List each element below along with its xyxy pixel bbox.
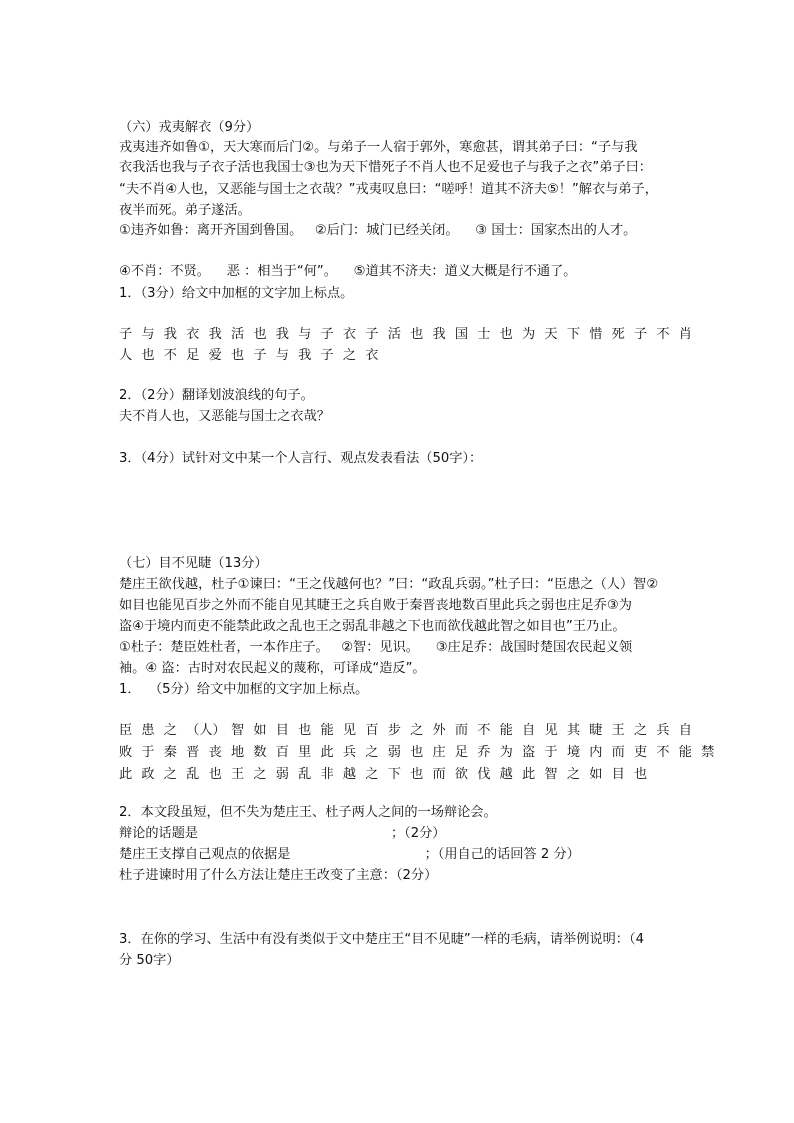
exercise-char: 自 <box>522 723 536 738</box>
exercise-char: 与 <box>298 327 312 342</box>
exercise-char: 如 <box>589 767 603 782</box>
exercise-char: 兵 <box>656 723 670 738</box>
exercise-char: 之 <box>342 348 357 363</box>
exercise-char: 智 <box>544 767 558 782</box>
exercise-char: 能 <box>678 745 692 760</box>
section7-notes: 袖。④ 盗：古时对农民起义的蔑称，可译成“造反”。 <box>119 661 426 676</box>
exercise-char: 之 <box>365 767 379 782</box>
exercise-char: 之 <box>253 767 267 782</box>
exercise-char: 欲 <box>454 767 469 782</box>
exercise-char: 之 <box>634 723 648 738</box>
exercise-char: 爱 <box>208 348 222 363</box>
exercise-char: 庄 <box>432 745 446 760</box>
exercise-char: 秦 <box>163 745 177 760</box>
exercise-char: 之 <box>365 745 379 760</box>
section7-question-2: 2．本文段虽短，但不失为楚庄王、杜子两人之间的一场辩论会。 <box>119 805 497 820</box>
exercise-char: 衣 <box>342 327 357 342</box>
section6-notes: ①违齐如鲁：离开齐国到鲁国。 ②后门：城门已经关闭。 ③ 国士：国家杰出的人才。 <box>119 223 637 238</box>
exercise-char: 惜 <box>589 327 603 342</box>
section6-q1-chars <box>119 345 388 367</box>
exercise-char: 也 <box>410 767 424 782</box>
exercise-char: 而 <box>454 723 469 738</box>
exercise-char: 目 <box>611 767 625 782</box>
exercise-char: 弱 <box>275 767 289 782</box>
exercise-char: 国 <box>454 327 469 342</box>
exercise-char: 于 <box>141 745 155 760</box>
section6-notes: ④不肖：不贤。 恶 ：相当于“何”。 ⑤道其不济夫：道义大概是行不通了。 <box>119 264 577 279</box>
section7-q1-chars <box>119 720 701 742</box>
exercise-char: 伐 <box>477 767 491 782</box>
exercise-char: 弱 <box>387 745 401 760</box>
exercise-char: 与 <box>141 327 155 342</box>
exercise-char: 而 <box>432 767 446 782</box>
section7-passage-line: 如目也能见百步之外而不能自见其睫王之兵自败于秦晋丧地数百里此兵之弱也庄足乔③为 <box>119 598 632 613</box>
exercise-char: 也 <box>298 723 312 738</box>
exercise-char: 智 <box>230 723 245 738</box>
exercise-char: 天 <box>544 327 558 342</box>
section7-q2-basis: 楚庄王支撑自己观点的依据是 ；（用自己的话回答 2 分） <box>119 847 580 862</box>
exercise-char: 肖 <box>678 327 692 342</box>
exercise-char: 与 <box>275 348 289 363</box>
exercise-char: 禁 <box>701 745 715 760</box>
exercise-char: 越 <box>499 767 513 782</box>
exercise-char: 里 <box>298 745 312 760</box>
exercise-char: 数 <box>253 745 267 760</box>
exercise-char: 晋 <box>186 745 200 760</box>
exercise-char: 我 <box>163 327 177 342</box>
exercise-char: 子 <box>320 327 334 342</box>
section6-passage-line: 戎夷违齐如鲁①，天大寒而后门②。与弟子一人宿于郭外，寒愈甚，谓其弟子曰：“子与我 <box>119 140 638 155</box>
exercise-char: 我 <box>298 348 312 363</box>
exercise-char: 此 <box>320 745 334 760</box>
exercise-char: 睫 <box>589 723 603 738</box>
exercise-char: 我 <box>208 327 222 342</box>
exercise-char: 败 <box>119 745 133 760</box>
exercise-char: 乔 <box>477 745 491 760</box>
section7-title: （七）目不见睫（13分） <box>119 556 268 571</box>
exercise-char: 自 <box>678 723 692 738</box>
exercise-char: 丧 <box>208 745 222 760</box>
exercise-char: 如 <box>253 723 267 738</box>
exercise-char: 我 <box>432 327 446 342</box>
exercise-char: 内 <box>589 745 603 760</box>
exercise-char: 百 <box>275 745 289 760</box>
exercise-char: 乱 <box>186 767 200 782</box>
exercise-char: 政 <box>141 767 155 782</box>
section7-q2-topic: 辩论的话题是 ；（2分） <box>119 826 446 841</box>
exercise-char: 王 <box>230 767 245 782</box>
exercise-char: 也 <box>230 348 245 363</box>
exercise-char: 为 <box>522 327 536 342</box>
exercise-char: 境 <box>566 745 580 760</box>
section6-question-2: 2．（2分）翻译划波浪线的句子。 <box>119 388 314 403</box>
section6-passage-line: 衣我活也我与子衣子活也我国士③也为天下惜死子不肖人也不足爱也子与我子之衣”弟子曰： <box>119 160 652 175</box>
exercise-char: 衣 <box>186 327 200 342</box>
exercise-char: 见 <box>544 723 558 738</box>
exercise-char: 也 <box>253 327 267 342</box>
section6-q1-chars <box>119 324 701 346</box>
exercise-char: 也 <box>208 767 222 782</box>
exercise-char: 地 <box>230 745 245 760</box>
exercise-char: 见 <box>342 723 357 738</box>
exercise-char: 下 <box>387 767 401 782</box>
exercise-char: 外 <box>432 723 446 738</box>
exercise-char: 而 <box>611 745 625 760</box>
exercise-char: 越 <box>342 767 357 782</box>
exercise-char: 其 <box>566 723 581 738</box>
section7-q2-method: 杜子进谏时用了什么方法让楚庄王改变了主意：（2分） <box>119 868 438 883</box>
section6-title: （六）戎夷解衣（9分） <box>119 120 260 135</box>
exercise-char: 吏 <box>633 745 648 760</box>
exercise-char: （人） <box>186 723 226 738</box>
section7-q1-chars <box>119 742 724 764</box>
exercise-char: 不 <box>656 745 670 760</box>
exercise-char: 子 <box>365 327 379 342</box>
section7-notes: ①杜子：楚臣姓杜者，一本作庄子。 ②智：见识。 ③庄足乔：战国时楚国农民起义领 <box>119 640 633 655</box>
section6-q2-sentence: 夫不肖人也，又恶能与国士之衣哉？ <box>119 409 330 424</box>
exercise-char: 衣 <box>365 348 379 363</box>
exercise-char: 人 <box>119 348 133 363</box>
exercise-char: 此 <box>119 767 133 782</box>
section7-passage-line: 楚庄王欲伐越，杜子①谏曰：“王之伐越何也？”曰：“政乱兵弱。”杜子曰：“臣患之（人）智② <box>119 577 659 592</box>
exercise-char: 也 <box>410 327 424 342</box>
exercise-char: 也 <box>499 327 513 342</box>
section7-question-1: 1． （5分）给文中加框的文字加上标点。 <box>119 682 369 697</box>
exercise-char: 我 <box>275 327 289 342</box>
exercise-char: 不 <box>656 327 670 342</box>
exercise-char: 子 <box>119 327 133 342</box>
section7-q1-chars <box>119 764 656 786</box>
exercise-char: 活 <box>387 327 401 342</box>
exercise-char: 也 <box>141 348 155 363</box>
section6-question-3: 3．（4分）试针对文中某一个人言行、观点发表看法（50字）： <box>119 451 483 466</box>
section6-passage-line: 夜半而死。弟子遂活。 <box>119 203 251 218</box>
exercise-char: 活 <box>230 327 245 342</box>
exercise-char: 之 <box>163 767 177 782</box>
exercise-char: 百 <box>365 723 379 738</box>
exercise-char: 不 <box>163 348 177 363</box>
exercise-char: 死 <box>611 327 625 342</box>
exercise-char: 目 <box>275 723 289 738</box>
exercise-char: 此 <box>522 767 536 782</box>
exercise-char: 子 <box>320 348 334 363</box>
exercise-char: 足 <box>454 745 469 760</box>
section7-question-3: 3．在你的学习、生活中有没有类似于文中楚庄王“目不见睫”一样的毛病，请举例说明：（4 <box>119 932 644 947</box>
exercise-char: 为 <box>499 745 513 760</box>
section6-question-1: 1．（3分）给文中加框的文字加上标点。 <box>119 286 354 301</box>
exercise-char: 也 <box>633 767 648 782</box>
exercise-char: 士 <box>477 327 491 342</box>
exercise-char: 步 <box>387 723 401 738</box>
exercise-char: 不 <box>477 723 491 738</box>
section6-passage-line: “夫不肖④人也，又恶能与国士之衣哉？”戎夷叹息曰：“嗟呼！道其不济夫⑤！”解衣与弟子， <box>119 182 658 197</box>
section7-question-3: 分 50字） <box>119 953 180 968</box>
exercise-char: 足 <box>186 348 200 363</box>
exercise-char: 于 <box>544 745 558 760</box>
exercise-char: 兵 <box>342 745 357 760</box>
exercise-char: 之 <box>163 723 177 738</box>
exercise-char: 臣 <box>119 723 133 738</box>
section7-passage-line: 盗④于境内而吏不能禁此政之乱也王之弱乱非越之下也而欲伐越此智之如目也”王乃止。 <box>119 619 626 634</box>
exercise-char: 盗 <box>522 745 536 760</box>
exercise-char: 下 <box>566 327 580 342</box>
exercise-char: 患 <box>141 723 155 738</box>
exercise-char: 也 <box>410 745 424 760</box>
exercise-char: 之 <box>410 723 424 738</box>
exercise-char: 能 <box>499 723 513 738</box>
exercise-char: 乱 <box>298 767 312 782</box>
exercise-char: 非 <box>320 767 334 782</box>
exercise-char: 之 <box>566 767 580 782</box>
exercise-char: 子 <box>253 348 267 363</box>
exercise-char: 子 <box>633 327 648 342</box>
exercise-char: 能 <box>320 723 334 738</box>
exercise-char: 王 <box>611 723 625 738</box>
